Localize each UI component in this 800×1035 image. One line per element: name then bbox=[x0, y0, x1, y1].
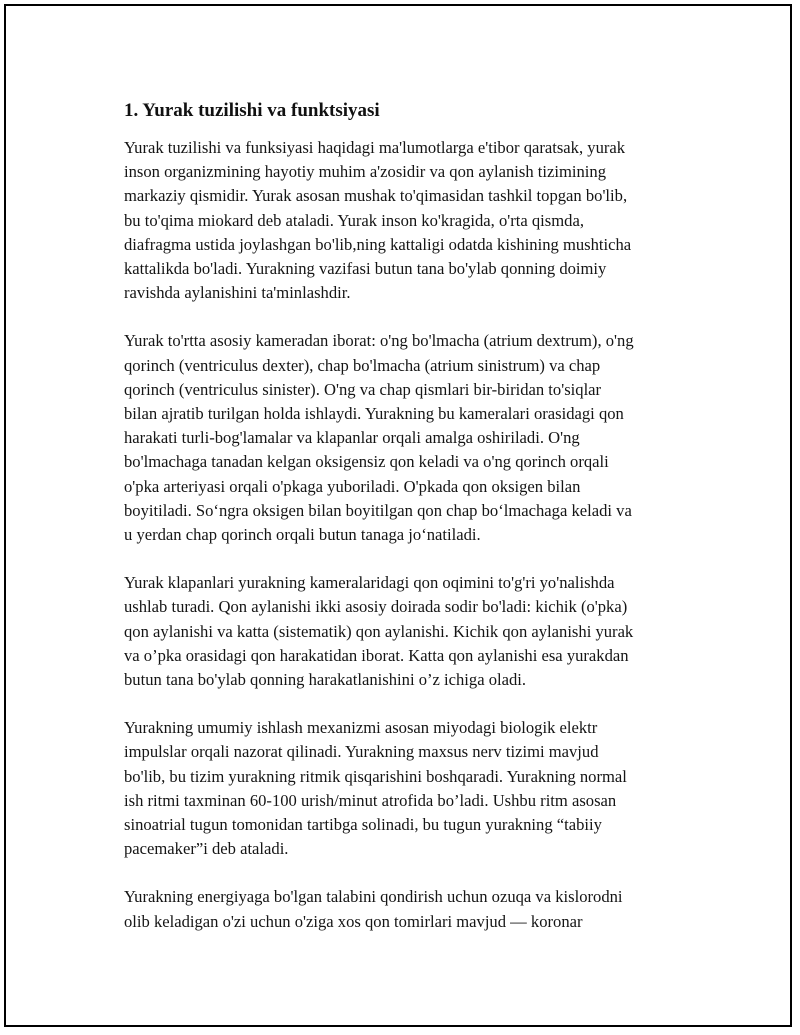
paragraph-coronary-vessels: Yurakning energiyaga bo'lgan talabini qondirish uchun ozuqa va kislorodni olib keladigan o'zi uchun o'ziga xos qon tomirlari mavjud — koronar bbox=[124, 887, 623, 931]
section-heading: 1. Yurak tuzilishi va funktsiyasi bbox=[124, 100, 380, 121]
paragraph-heart-rhythm: Yurakning umumiy ishlash mexanizmi asosan miyodagi biologik elektr impulslar orqali nazorat qilinadi. Yurakning maxsus nerv tizimi mavjud bo'lib, bu tizim yurakning ritmik qisqarishini boshqaradi. Yurakning normal ish ritmi taxminan 60-100 urish/minut atrofida bo’ladi. Ushbu ritm asosan sinoatrial tugun tomonidan tartibga solinadi, bu tugun yurakning “tabiiy pacemaker”i deb ataladi. bbox=[124, 718, 627, 859]
paragraph-heart-structure: Yurak tuzilishi va funksiyasi haqidagi ma'lumotlarga e'tibor qaratsak, yurak inson organizmining hayotiy muhim a'zosidir va qon aylanish tizimining markaziy qismidir. Yurak asosan mushak to'qimasidan tashkil topgan bo'lib, bu to'qima miokard deb ataladi. Yurak inson ko'kragida, o'rta qismda, diafragma ustida joylashgan bo'lib,ning kattaligi odatda kishining mushticha kattalikda bo'ladi. Yurakning vazifasi butun tana bo'ylab qonning doimiy ravishda aylanishini ta'minlashdir. bbox=[124, 138, 632, 303]
document-body bbox=[124, 98, 704, 958]
paragraph-heart-valves: Yurak klapanlari yurakning kameralaridagi qon oqimini to'g'ri yo'nalishda ushlab turadi. Qon aylanishi ikki asosiy doirada sodir bo'ladi: kichik (o'pka) qon aylanishi va katta (sistematik) qon aylanishi. Kichik qon aylanishi yurak va o’pka orasidagi qon harakatidan iborat. Katta qon aylanishi esa yurakdan butun tana bo'ylab qonning harakatlanishini o’z ichiga oladi. bbox=[124, 573, 634, 690]
paragraph-heart-chambers: Yurak to'rtta asosiy kameradan iborat: o'ng bo'lmacha (atrium dextrum), o'ng qorinch (ventriculus dexter), chap bo'lmacha (atrium sinistrum) va chap qorinch (ventriculus sinister). O'ng va chap qismlari bir-biridan to'siqlar bilan ajratib turilgan holda ishlaydi. Yurakning bu kameralari orasidagi qon harakati turli-bog'lamalar va klapanlar orqali amalga oshiriladi. O'ng bo'lmachaga tanadan kelgan oksigensiz qon keladi va o'ng qorinch orqali o'pka arteriyasi orqali o'pkaga yuboriladi. O'pkada qon oksigen bilan boyitiladi. So‘ngra oksigen bilan boyitilgan qon chap bo‘lmachaga keladi va u yerdan chap qorinch orqali butun tanaga jo‘natiladi. bbox=[124, 331, 634, 545]
page-frame bbox=[4, 4, 792, 1027]
